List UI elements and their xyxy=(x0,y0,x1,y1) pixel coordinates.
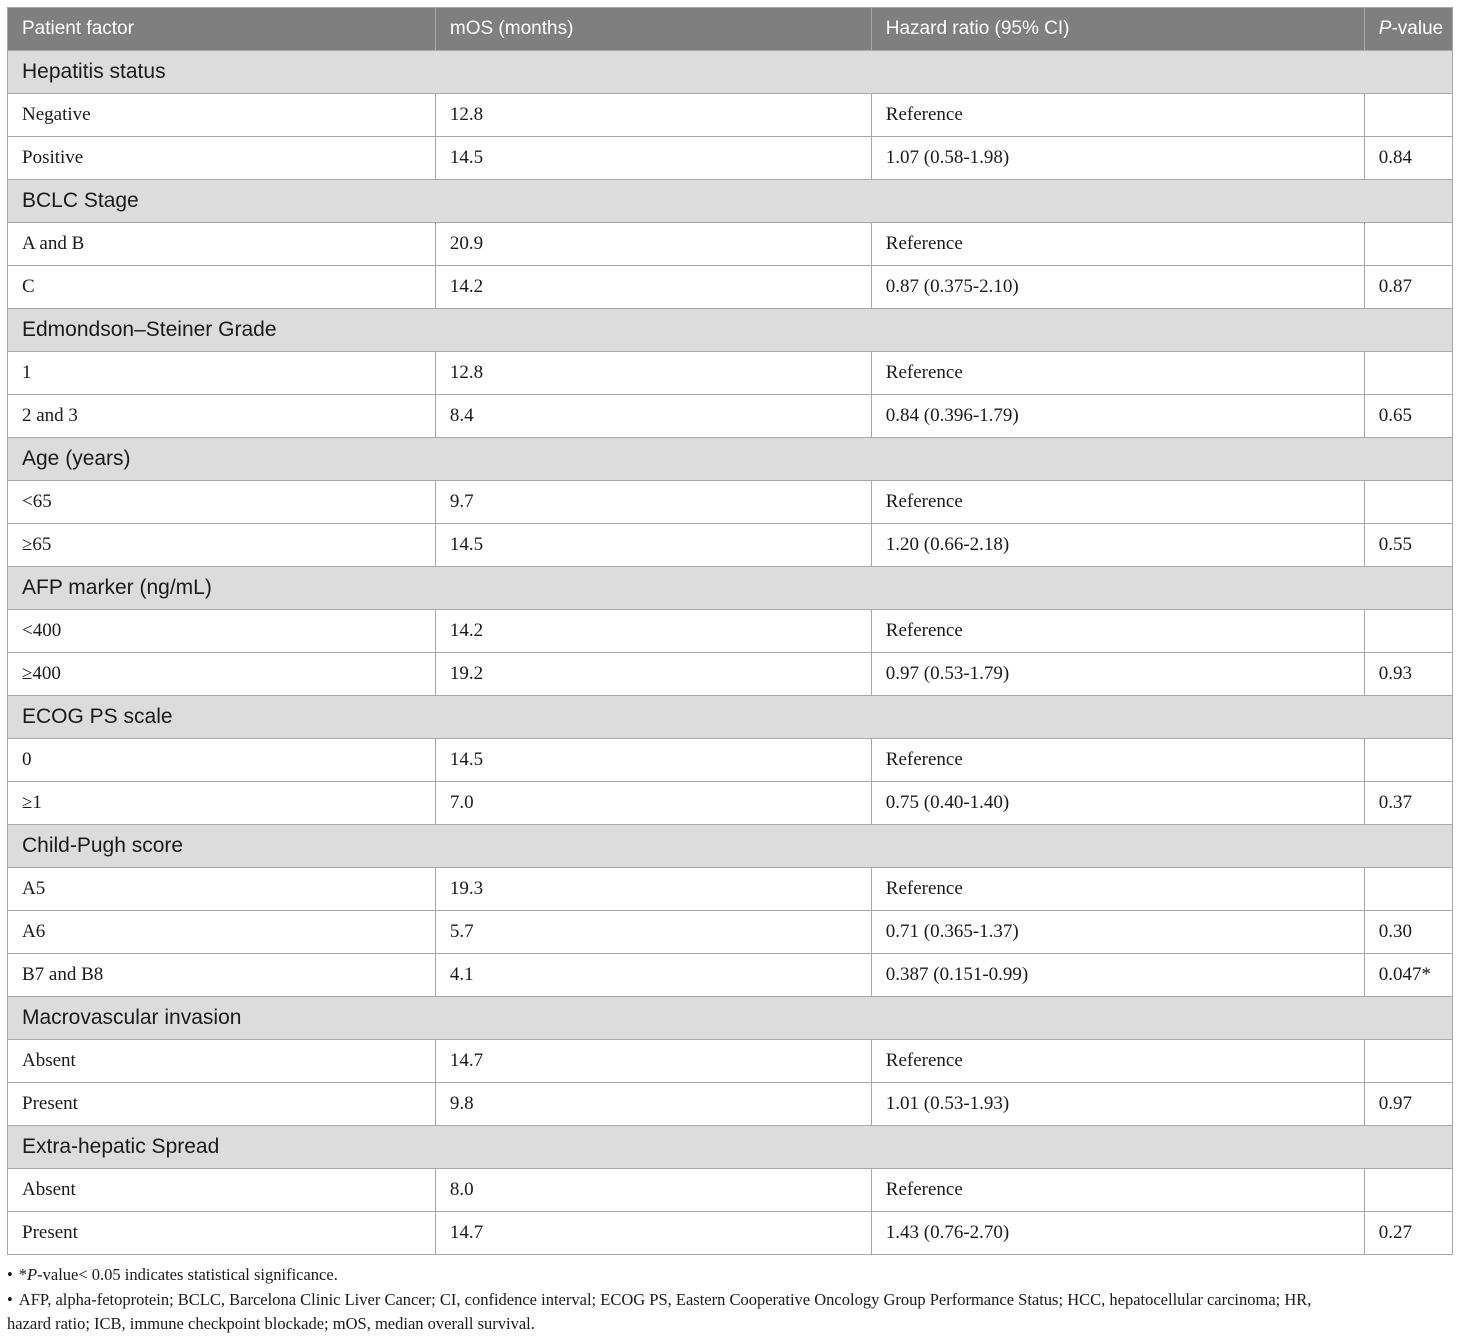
cell-hazard-ratio: Reference xyxy=(871,1169,1364,1212)
cell-hazard-ratio: Reference xyxy=(871,352,1364,395)
footnotes xyxy=(7,1263,1453,1337)
header-p-italic: P xyxy=(1378,18,1392,39)
cell-patient-factor: <65 xyxy=(8,481,436,524)
cell-hazard-ratio: 1.01 (0.53-1.93) xyxy=(871,1083,1364,1126)
cell-p-value xyxy=(1364,94,1452,137)
cell-hazard-ratio: Reference xyxy=(871,868,1364,911)
cell-patient-factor: Present xyxy=(8,1083,436,1126)
header-p-value xyxy=(1364,8,1452,51)
cell-p-value xyxy=(1364,610,1452,653)
cell-hazard-ratio: 1.43 (0.76-2.70) xyxy=(871,1212,1364,1255)
results-table-container xyxy=(7,7,1453,1337)
cell-mos: 12.8 xyxy=(435,94,871,137)
cell-mos: 14.5 xyxy=(435,524,871,567)
footnote-abbreviations-line2: hazard ratio; ICB, immune checkpoint blockade; mOS, median overall survival. xyxy=(7,1314,535,1333)
group-title: AFP marker (ng/mL) xyxy=(8,567,1453,610)
cell-patient-factor: A6 xyxy=(8,911,436,954)
cell-p-value: 0.27 xyxy=(1364,1212,1452,1255)
table-row xyxy=(8,911,1453,954)
footnote-bullet: • xyxy=(7,1289,13,1309)
cell-hazard-ratio: Reference xyxy=(871,1040,1364,1083)
cell-mos: 8.0 xyxy=(435,1169,871,1212)
cell-patient-factor: 0 xyxy=(8,739,436,782)
table-row xyxy=(8,782,1453,825)
table-header-row xyxy=(8,8,1453,51)
group-row xyxy=(8,438,1453,481)
table-row xyxy=(8,610,1453,653)
cell-mos: 7.0 xyxy=(435,782,871,825)
cell-patient-factor: A and B xyxy=(8,223,436,266)
group-row xyxy=(8,696,1453,739)
cell-p-value: 0.55 xyxy=(1364,524,1452,567)
cell-patient-factor: B7 and B8 xyxy=(8,954,436,997)
cell-hazard-ratio: 0.87 (0.375-2.10) xyxy=(871,266,1364,309)
cell-patient-factor: 2 and 3 xyxy=(8,395,436,438)
cell-mos: 8.4 xyxy=(435,395,871,438)
footnote-significance-text: -value< 0.05 indicates statistical significance. xyxy=(37,1265,338,1284)
group-title: Edmondson–Steiner Grade xyxy=(8,309,1453,352)
cell-mos: 14.7 xyxy=(435,1040,871,1083)
footnote-abbreviations-line1: AFP, alpha-fetoprotein; BCLC, Barcelona Clinic Liver Cancer; CI, confidence interval; ECOG PS, Eastern Cooperative Oncology Group Performance Status; HCC, hepatocellular carcinoma; HR, xyxy=(18,1289,1312,1309)
cell-mos: 5.7 xyxy=(435,911,871,954)
table-row xyxy=(8,1169,1453,1212)
cell-hazard-ratio: 1.07 (0.58-1.98) xyxy=(871,137,1364,180)
group-row xyxy=(8,1126,1453,1169)
cell-patient-factor: C xyxy=(8,266,436,309)
footnote-significance xyxy=(7,1263,1453,1288)
cell-patient-factor: 1 xyxy=(8,352,436,395)
group-title: BCLC Stage xyxy=(8,180,1453,223)
footnote-bullet: • xyxy=(7,1265,13,1284)
cell-patient-factor: ≥65 xyxy=(8,524,436,567)
table-body xyxy=(8,51,1453,1255)
table-row xyxy=(8,524,1453,567)
table-row xyxy=(8,653,1453,696)
cell-mos: 14.2 xyxy=(435,266,871,309)
cell-patient-factor: A5 xyxy=(8,868,436,911)
cell-hazard-ratio: 0.75 (0.40-1.40) xyxy=(871,782,1364,825)
cell-p-value xyxy=(1364,1040,1452,1083)
footnote-abbreviations xyxy=(7,1288,1453,1313)
cell-hazard-ratio: 0.71 (0.365-1.37) xyxy=(871,911,1364,954)
table-row xyxy=(8,223,1453,266)
table-row xyxy=(8,395,1453,438)
cell-patient-factor: Positive xyxy=(8,137,436,180)
header-p-rest: -value xyxy=(1391,18,1444,39)
cell-p-value: 0.87 xyxy=(1364,266,1452,309)
footnote-star: * xyxy=(18,1265,28,1284)
group-title: Age (years) xyxy=(8,438,1453,481)
table-row xyxy=(8,481,1453,524)
cell-p-value xyxy=(1364,868,1452,911)
cell-patient-factor: <400 xyxy=(8,610,436,653)
header-hazard-ratio: Hazard ratio (95% CI) xyxy=(871,8,1364,51)
cell-mos: 20.9 xyxy=(435,223,871,266)
cell-hazard-ratio: Reference xyxy=(871,94,1364,137)
table-row xyxy=(8,1083,1453,1126)
cell-p-value: 0.047* xyxy=(1364,954,1452,997)
group-title: Hepatitis status xyxy=(8,51,1453,94)
cell-p-value xyxy=(1364,739,1452,782)
cell-mos: 12.8 xyxy=(435,352,871,395)
header-mos: mOS (months) xyxy=(435,8,871,51)
group-title: Child-Pugh score xyxy=(8,825,1453,868)
cell-hazard-ratio: Reference xyxy=(871,223,1364,266)
cell-mos: 9.8 xyxy=(435,1083,871,1126)
cell-p-value: 0.30 xyxy=(1364,911,1452,954)
group-title: Macrovascular invasion xyxy=(8,997,1453,1040)
cell-patient-factor: Absent xyxy=(8,1040,436,1083)
cell-p-value xyxy=(1364,223,1452,266)
survival-table xyxy=(7,7,1453,1255)
cell-p-value: 0.93 xyxy=(1364,653,1452,696)
footnote-p-italic: P xyxy=(27,1265,38,1284)
cell-mos: 14.7 xyxy=(435,1212,871,1255)
cell-hazard-ratio: 0.84 (0.396-1.79) xyxy=(871,395,1364,438)
cell-patient-factor: Absent xyxy=(8,1169,436,1212)
group-title: ECOG PS scale xyxy=(8,696,1453,739)
table-row xyxy=(8,739,1453,782)
table-row xyxy=(8,137,1453,180)
header-patient-factor: Patient factor xyxy=(8,8,436,51)
cell-p-value: 0.84 xyxy=(1364,137,1452,180)
table-row xyxy=(8,94,1453,137)
cell-mos: 14.5 xyxy=(435,739,871,782)
cell-hazard-ratio: 0.387 (0.151-0.99) xyxy=(871,954,1364,997)
cell-patient-factor: Negative xyxy=(8,94,436,137)
cell-p-value xyxy=(1364,1169,1452,1212)
cell-patient-factor: ≥1 xyxy=(8,782,436,825)
table-row xyxy=(8,868,1453,911)
cell-hazard-ratio: 0.97 (0.53-1.79) xyxy=(871,653,1364,696)
cell-mos: 4.1 xyxy=(435,954,871,997)
group-row xyxy=(8,567,1453,610)
cell-hazard-ratio: Reference xyxy=(871,739,1364,782)
group-title: Extra-hepatic Spread xyxy=(8,1126,1453,1169)
cell-p-value: 0.37 xyxy=(1364,782,1452,825)
cell-mos: 9.7 xyxy=(435,481,871,524)
table-row xyxy=(8,954,1453,997)
cell-p-value: 0.65 xyxy=(1364,395,1452,438)
cell-mos: 19.3 xyxy=(435,868,871,911)
cell-hazard-ratio: 1.20 (0.66-2.18) xyxy=(871,524,1364,567)
group-row xyxy=(8,180,1453,223)
table-row xyxy=(8,266,1453,309)
group-row xyxy=(8,309,1453,352)
cell-patient-factor: Present xyxy=(8,1212,436,1255)
cell-hazard-ratio: Reference xyxy=(871,481,1364,524)
table-row xyxy=(8,352,1453,395)
cell-patient-factor: ≥400 xyxy=(8,653,436,696)
group-row xyxy=(8,997,1453,1040)
footnote-abbreviations-cont xyxy=(7,1312,1453,1337)
cell-p-value: 0.97 xyxy=(1364,1083,1452,1126)
cell-p-value xyxy=(1364,481,1452,524)
group-row xyxy=(8,825,1453,868)
group-row xyxy=(8,51,1453,94)
cell-p-value xyxy=(1364,352,1452,395)
cell-hazard-ratio: Reference xyxy=(871,610,1364,653)
cell-mos: 14.5 xyxy=(435,137,871,180)
cell-mos: 19.2 xyxy=(435,653,871,696)
cell-mos: 14.2 xyxy=(435,610,871,653)
table-row xyxy=(8,1040,1453,1083)
table-row xyxy=(8,1212,1453,1255)
